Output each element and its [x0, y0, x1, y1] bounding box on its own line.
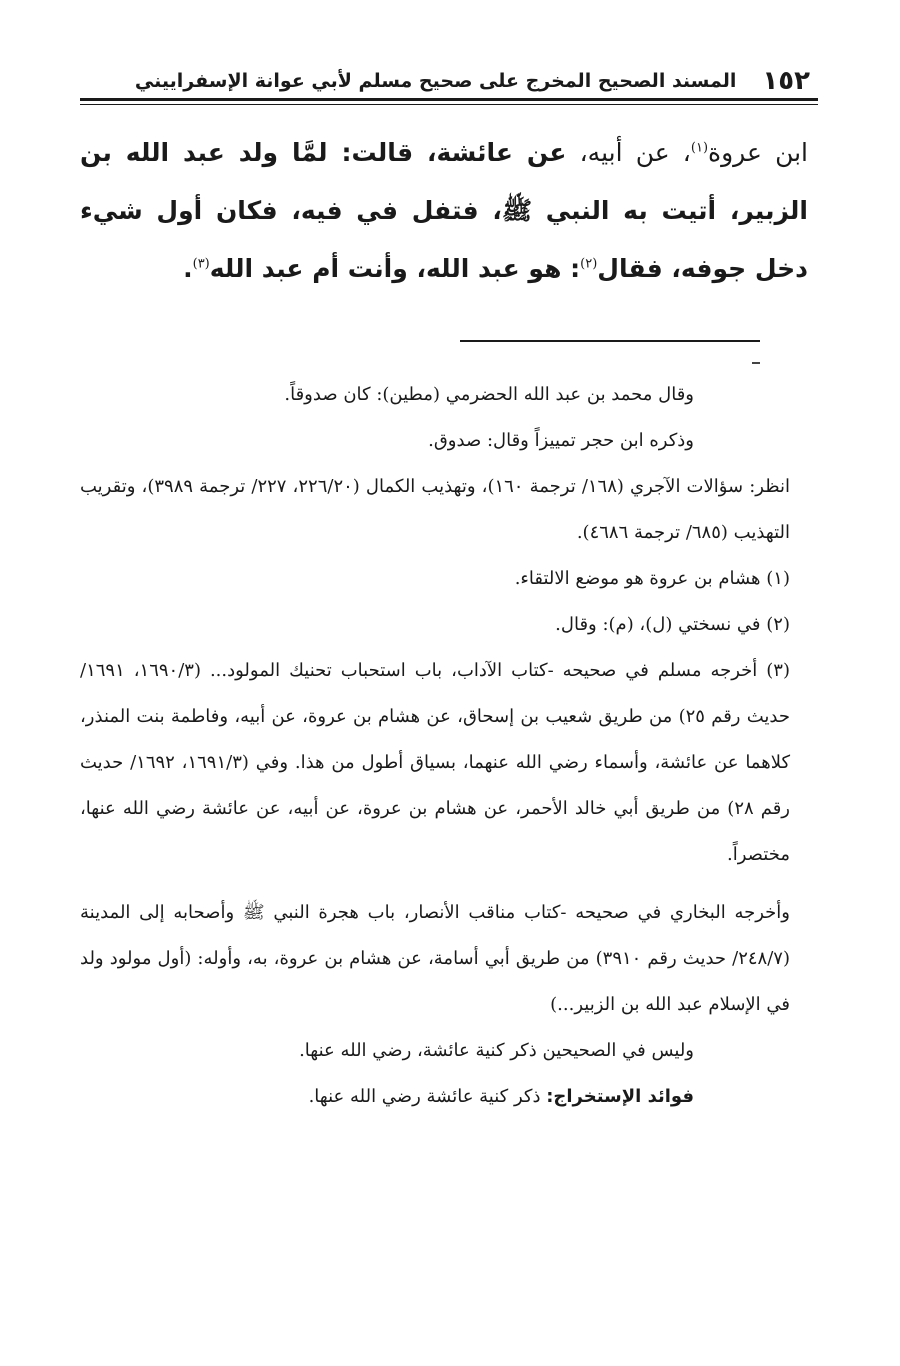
footnote-separator: [460, 340, 760, 342]
footnote-3-benefit: [80, 1074, 790, 1120]
footnote-1: (١) هشام بن عروة هو موضع الالتقاء.: [514, 568, 790, 589]
benefit-text: ذكر كنية عائشة رضي الله عنها.: [308, 1086, 547, 1107]
header-rule-thin: [80, 104, 818, 105]
header-rule: [80, 98, 818, 101]
footnotes: [80, 372, 790, 1120]
footnote-ref-2: (٢): [580, 256, 598, 272]
hadith-period: .: [183, 254, 193, 283]
page-number: ١٥٢: [762, 66, 810, 96]
footnote-continuation-mark: [752, 362, 760, 364]
footnote-ref-1: (١): [690, 140, 709, 156]
footnote-2: (٢) في نسختي (ل)، (م): وقال.: [555, 614, 790, 635]
footnote-3-note: وليس في الصحيحين ذكر كنية عائشة، رضي الله عنها.: [299, 1040, 694, 1061]
hadith-text: [80, 124, 808, 298]
footnote-continuation-refs: انظر: سؤالات الآجري (١٦٨/ ترجمة ١٦٠)، وتهذيب الكمال (٢٢٦/٢٠، ٢٢٧/ ترجمة ٣٩٨٩)، وتقريب التهذيب (٦٨٥/ ترجمة ٤٦٨٦).: [80, 476, 791, 543]
footnote-3: (٣) أخرجه مسلم في صحيحه -كتاب الآداب، باب استحباب تحنيك المولود... (١٦٩٠/٣، ١٦٩١/ حديث رقم ٢٥) من طريق شعيب بن إسحاق، عن هشام بن عروة، عن أبيه، وفاطمة بنت المنذر، كلاهما عن عائشة، وأسماء رضي الله عنهما، بسياق أطول من هذا. وفي (١٦٩١/٣، ١٦٩٢/ حديث رقم ٢٨) من طريق أبي خالد الأحمر، عن هشام بن عروة، عن أبيه، عن عائشة رضي الله عنها، مختصراً.: [80, 660, 791, 865]
benefit-label: فوائد الإستخراج:: [546, 1086, 694, 1107]
hadith-body: عن عائشة، قالت: لمَّا ولد عبد الله بن الزبير، أتيت به النبي ﷺ، فتفل في فيه، فكان أول شيء دخل جوفه، فقال: [80, 138, 808, 283]
narrator-segment-2: ، عن أبيه،: [566, 138, 691, 167]
footnote-ref-3: (٣): [192, 256, 210, 272]
page-header: [80, 64, 810, 98]
footnote-continuation-line: وقال محمد بن عبد الله الحضرمي (مطين): كان صدوقاً.: [284, 384, 694, 405]
footnote-3-bukhari: وأخرجه البخاري في صحيحه -كتاب مناقب الأنصار، باب هجرة النبي ﷺ وأصحابه إلى المدينة (٢٤٨/٧/ حديث رقم ٣٩١٠) من طريق أبي أسامة، عن هشام بن عروة، به، وأوله: (أول مولود ولد في الإسلام عبد الله بن الزبير...): [80, 902, 790, 1015]
footnote-continuation-line: وذكره ابن حجر تمييزاً وقال: صدوق.: [428, 430, 694, 451]
hadith-body-end: : هو عبد الله، وأنت أم عبد الله: [209, 254, 581, 283]
running-title: المسند الصحيح المخرج على صحيح مسلم لأبي عوانة الإسفراييني: [134, 70, 737, 92]
narrator-segment: ابن عروة: [708, 138, 808, 167]
